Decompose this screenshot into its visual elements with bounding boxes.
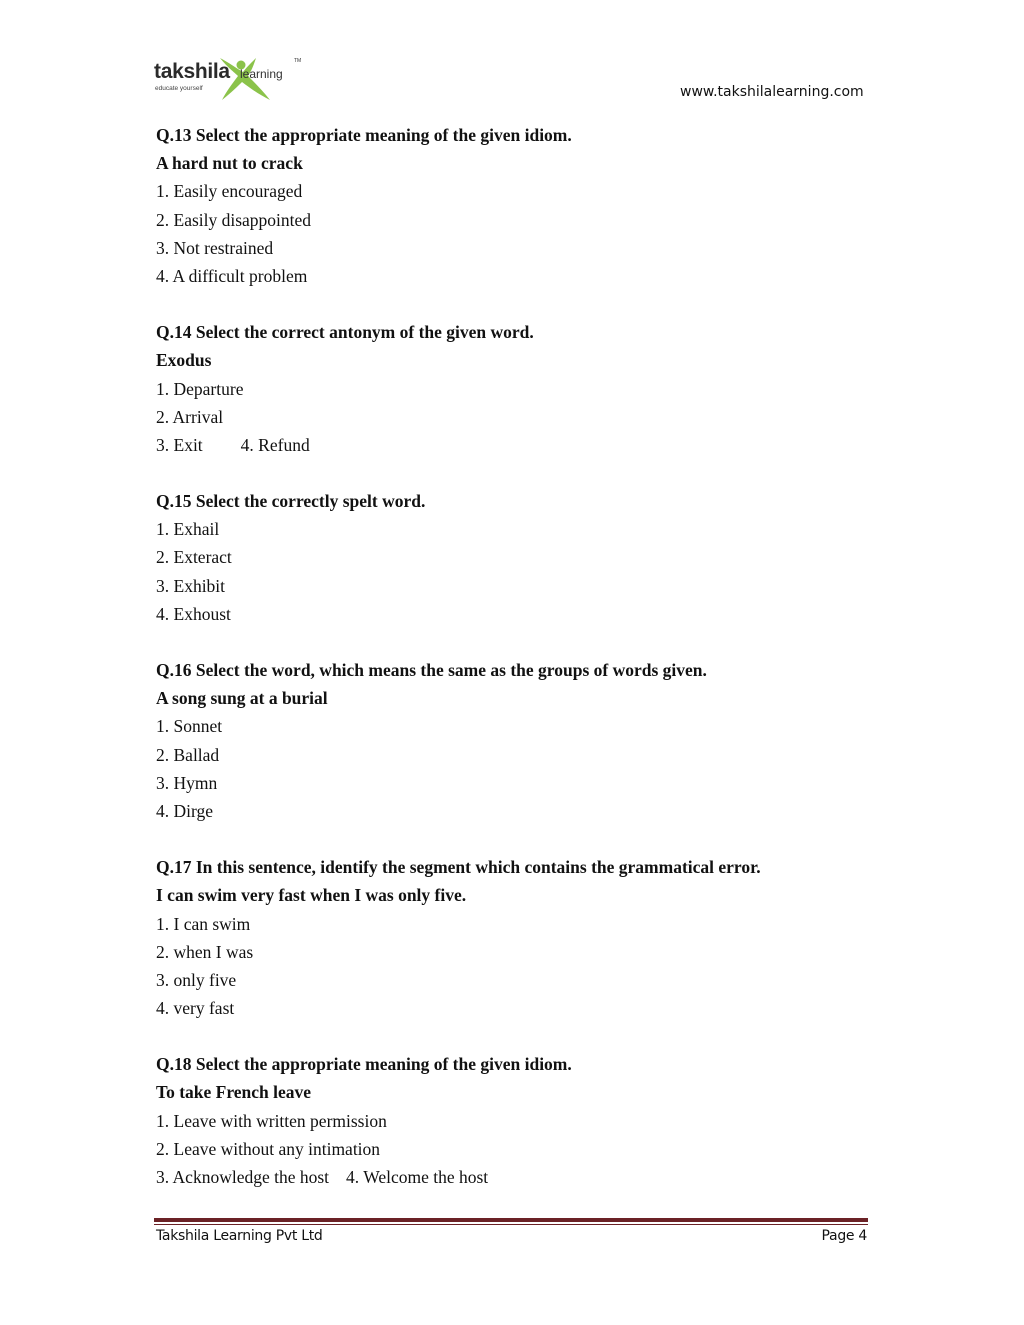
option: 2. Exteract bbox=[156, 547, 232, 568]
option: 3. Hymn bbox=[156, 772, 218, 793]
logo-wordmark: takshila bbox=[154, 60, 230, 83]
option: 2. Arrival bbox=[156, 406, 224, 427]
option: 4. Exhoust bbox=[156, 603, 231, 624]
question-17 bbox=[156, 853, 876, 1022]
option: 4. A difficult problem bbox=[156, 265, 308, 286]
footer-company: Takshila Learning Pvt Ltd bbox=[156, 1228, 323, 1244]
option: 4. Dirge bbox=[156, 800, 214, 821]
question-prompt: A song sung at a burial bbox=[156, 688, 328, 709]
option: 4. Refund bbox=[240, 434, 310, 455]
option: 4. Welcome the host bbox=[346, 1167, 489, 1187]
question-title: Q.14 Select the correct antonym of the given word. bbox=[156, 322, 534, 343]
question-prompt: A hard nut to crack bbox=[156, 153, 303, 174]
option: 1. Sonnet bbox=[156, 716, 223, 737]
takshila-logo bbox=[154, 52, 304, 102]
page-number: Page 4 bbox=[821, 1228, 867, 1244]
option-row bbox=[156, 1163, 876, 1191]
question-14 bbox=[156, 318, 876, 459]
option: 2. Easily disappointed bbox=[156, 209, 312, 230]
option: 1. Leave with written permission bbox=[156, 1110, 387, 1131]
question-title: Q.17 In this sentence, identify the segment which contains the grammatical error. bbox=[156, 857, 761, 878]
question-18 bbox=[156, 1050, 876, 1191]
option: 3. Exit bbox=[156, 434, 203, 455]
question-13 bbox=[156, 121, 876, 290]
question-15 bbox=[156, 487, 876, 628]
option: 2. when I was bbox=[156, 941, 254, 962]
question-title: Q.18 Select the appropriate meaning of the given idiom. bbox=[156, 1054, 572, 1075]
logo-learning: learning bbox=[240, 67, 283, 81]
question-prompt: To take French leave bbox=[156, 1082, 312, 1103]
footer-divider bbox=[154, 1218, 868, 1222]
question-title: Q.13 Select the appropriate meaning of the given idiom. bbox=[156, 125, 572, 145]
footer-divider-thin bbox=[154, 1224, 868, 1225]
option: 4. very fast bbox=[156, 998, 235, 1019]
logo-trademark: TM bbox=[294, 58, 302, 64]
option: 2. Leave without any intimation bbox=[156, 1138, 381, 1159]
option: 1. Departure bbox=[156, 378, 244, 399]
question-title: Q.15 Select the correctly spelt word. bbox=[156, 491, 426, 512]
option: 1. Exhail bbox=[156, 519, 220, 540]
question-prompt: Exodus bbox=[156, 350, 212, 371]
option: 3. only five bbox=[156, 969, 237, 990]
option: 2. Ballad bbox=[156, 744, 220, 765]
logo-tagline: educate yourself bbox=[155, 85, 203, 92]
question-prompt: I can swim very fast when I was only five. bbox=[156, 885, 467, 906]
question-16 bbox=[156, 656, 876, 825]
option: 1. Easily encouraged bbox=[156, 181, 303, 202]
option: 3. Acknowledge the host bbox=[156, 1167, 330, 1187]
site-url: www.takshilalearning.com bbox=[680, 84, 864, 100]
option: 3. Exhibit bbox=[156, 575, 226, 596]
option-row bbox=[156, 431, 876, 459]
question-list bbox=[156, 121, 876, 1219]
question-title: Q.16 Select the word, which means the same as the groups of words given. bbox=[156, 660, 707, 680]
option: 3. Not restrained bbox=[156, 237, 274, 258]
option: 1. I can swim bbox=[156, 913, 251, 934]
